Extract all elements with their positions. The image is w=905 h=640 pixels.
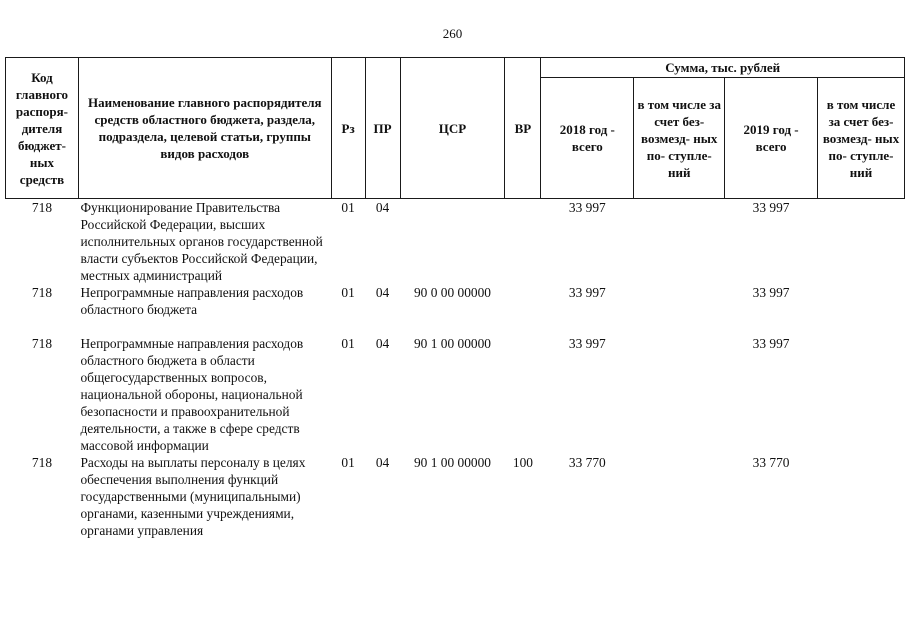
header-rz: Рз (331, 58, 365, 199)
cell-free-2019 (818, 454, 905, 539)
cell-code: 718 (31, 285, 53, 300)
cell-sum-2019: 33 997 (752, 285, 790, 300)
cell-free-2019 (818, 199, 905, 285)
cell-sum-2018: 33 997 (568, 200, 606, 215)
cell-pr: 04 (375, 336, 390, 351)
table-body (6, 199, 905, 540)
cell-pr: 04 (375, 285, 390, 300)
header-sum-group: Сумма, тыс. рублей (541, 58, 905, 78)
cell-sum-2019: 33 997 (752, 336, 790, 351)
header-2019-total: 2019 год - всего (725, 78, 818, 199)
budget-table (5, 57, 905, 539)
cell-vr (505, 199, 541, 285)
cell-vr: 100 (512, 455, 533, 470)
table-row (6, 454, 905, 539)
cell-csr: 90 0 00 00000 (413, 285, 491, 300)
cell-free-2019 (818, 284, 905, 335)
cell-csr (400, 199, 505, 285)
cell-name: Непрограммные направления расходов областного бюджета в области общегосударственных вопросов, национальной обороны, национальной безопасности и правоохранительной деятельности, а также в сфере средств массовой информации (80, 336, 304, 453)
header-2018-total: 2018 год - всего (541, 78, 634, 199)
cell-csr: 90 1 00 00000 (413, 455, 491, 470)
cell-vr (505, 335, 541, 454)
cell-sum-2018: 33 770 (568, 455, 606, 470)
cell-sum-2018: 33 997 (568, 285, 606, 300)
cell-code: 718 (31, 336, 53, 351)
cell-rz: 01 (341, 336, 355, 351)
table-row (6, 284, 905, 335)
cell-name: Функционирование Правительства Российской Федерации, высших исполнительных органов государственной власти субъектов Российской Федерации, местных администраций (80, 200, 323, 283)
cell-free-2018 (634, 335, 725, 454)
cell-vr (505, 284, 541, 335)
cell-sum-2019: 33 770 (752, 455, 790, 470)
cell-sum-2019: 33 997 (752, 200, 790, 215)
table-row (6, 335, 905, 454)
cell-code: 718 (31, 455, 53, 470)
cell-csr: 90 1 00 00000 (413, 336, 491, 351)
page-number: 260 (442, 26, 463, 41)
cell-free-2019 (818, 335, 905, 454)
cell-name: Расходы на выплаты персоналу в целях обеспечения выполнения функций государственными (муниципальными) органами, казенными учреждениями, органами управления (80, 455, 306, 538)
table-header (6, 58, 905, 199)
table-row (6, 199, 905, 285)
cell-sum-2018: 33 997 (568, 336, 606, 351)
cell-rz: 01 (341, 285, 355, 300)
cell-code: 718 (31, 200, 53, 215)
cell-free-2018 (634, 284, 725, 335)
header-2019-free: в том числе за счет без- возмезд- ных по- ступле- ний (818, 78, 905, 199)
cell-name: Непрограммные направления расходов областного бюджета (80, 285, 304, 317)
cell-free-2018 (634, 454, 725, 539)
cell-pr: 04 (375, 455, 390, 470)
cell-pr: 04 (375, 200, 390, 215)
cell-rz: 01 (341, 200, 355, 215)
header-pr: ПР (365, 58, 400, 199)
header-csr: ЦСР (400, 58, 505, 199)
header-name: Наименование главного распорядителя средств областного бюджета, раздела, подраздела, целевой статьи, группы видов расходов (78, 58, 331, 199)
header-vr: ВР (505, 58, 541, 199)
header-2018-free: в том числе за счет без- возмезд- ных по- ступле- ний (634, 78, 725, 199)
header-code: Код главного распоря- дителя бюджет- ных средств (6, 58, 79, 199)
cell-rz: 01 (341, 455, 355, 470)
cell-free-2018 (634, 199, 725, 285)
